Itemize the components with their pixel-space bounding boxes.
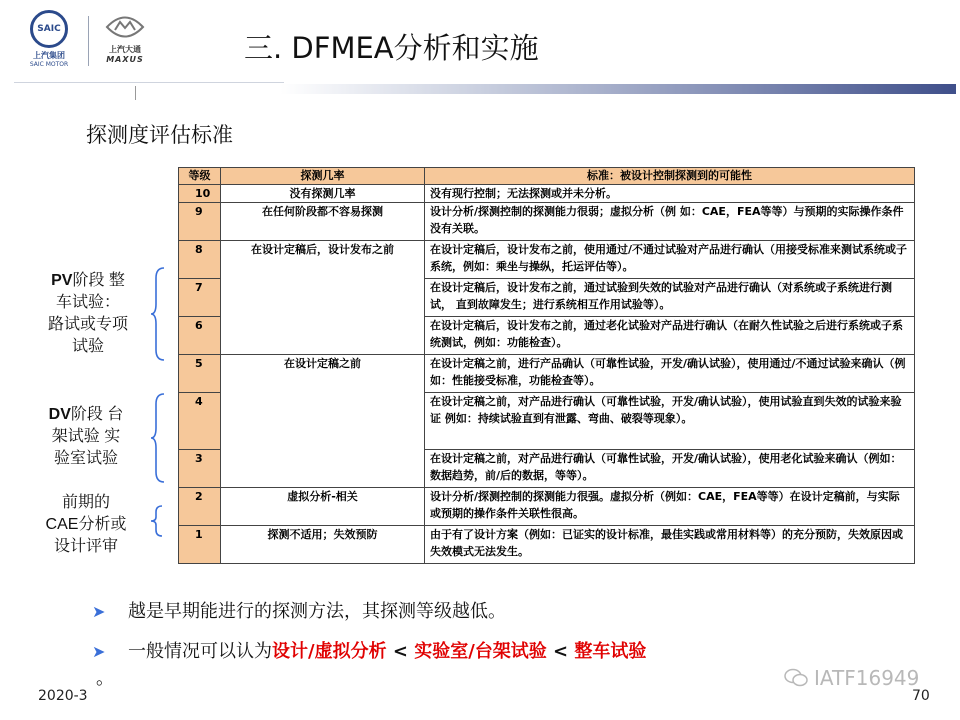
table-row xyxy=(179,203,915,241)
header-criteria: 标准：被设计控制探测到的可能性 xyxy=(425,168,915,185)
arrow-bullet-icon: ➤ xyxy=(92,642,106,661)
opportunity-cell: 探测不适用；失效预防 xyxy=(221,526,425,564)
bullet-2-design: 设计/虚拟分析 xyxy=(272,641,387,662)
bullet-2-tail: 。 xyxy=(96,668,114,689)
footer-date: 2020-3 xyxy=(38,688,88,704)
table-row xyxy=(179,526,915,564)
header-level: 等级 xyxy=(179,168,221,185)
bullet-1-text: 越是早期能进行的探测方法，其探测等级越低。 xyxy=(128,601,506,622)
opportunity-cell: 虚拟分析-相关 xyxy=(221,488,425,526)
arrow-bullet-icon: ➤ xyxy=(92,602,106,621)
criteria-cell: 在设计定稿之前，对产品进行确认（可靠性试验，开发/确认试验），使用老化试验来确认（例如：数据趋势，前/后的数据，等等）。 xyxy=(425,450,915,488)
table-row xyxy=(179,185,915,203)
saic-logo-cn: 上汽集团 xyxy=(33,51,65,60)
bullet-2-lt-2: < xyxy=(546,641,575,662)
bullet-1 xyxy=(92,597,506,623)
page-number: 70 xyxy=(912,688,930,704)
criteria-cell: 设计分析/探测控制的探测能力很弱；虚拟分析（例 如：CAE，FEA等等）与预期的实际操作条件没有关联。 xyxy=(425,203,915,241)
maxus-logo xyxy=(92,10,158,70)
header-rule xyxy=(14,82,284,83)
level-cell: 9 xyxy=(179,203,221,241)
pv-stage-label: PV阶段 整 车试验： 路试或专项 试验 xyxy=(47,272,128,355)
detection-rating-table xyxy=(178,167,915,564)
section-subtitle: 探测度评估标准 xyxy=(86,123,233,147)
pv-brace-icon xyxy=(150,266,166,362)
criteria-cell: 设计分析/探测控制的探测能力很强。虚拟分析（例如：CAE，FEA等等）在设计定稿前，与实际或预期的操作条件关联性很高。 xyxy=(425,488,915,526)
header-gradient-bar xyxy=(280,84,956,94)
saic-logo-en: SAIC MOTOR xyxy=(29,61,69,68)
bullet-2-prefix: 一般情况可以认为 xyxy=(128,641,272,662)
opportunity-cell: 没有探测几率 xyxy=(221,185,425,203)
opportunity-cell: 在任何阶段都不容易探测 xyxy=(221,203,425,241)
level-cell: 1 xyxy=(179,526,221,564)
criteria-cell: 在设计定稿之前，对产品进行确认（可靠性试验，开发/确认试验），使用试验直到失效的试验来验证 例如：持续试验直到有泄露、弯曲、破裂等现象）。 xyxy=(425,393,915,450)
opportunity-cell: 在设计定稿之前 xyxy=(221,355,425,488)
wechat-icon xyxy=(784,668,808,688)
table-row xyxy=(179,355,915,393)
criteria-cell: 在设计定稿后，设计发布之前，通过老化试验对产品进行确认（在耐久性试验之后进行系统或子系统测试，例如：功能检查）。 xyxy=(425,317,915,355)
bullet-2-lab: 实验室/台架试验 xyxy=(414,641,547,662)
cae-stage-label: 前期的 CAE分析或 设计评审 xyxy=(45,494,127,555)
logo-divider xyxy=(88,16,89,66)
header-opportunity: 探测几率 xyxy=(221,168,425,185)
cae-brace-icon xyxy=(150,504,164,538)
criteria-cell: 在设计定稿后，设计发布之前，通过试验到失效的试验对产品进行确认（对系统或子系统进行测试， 直到故障发生；进行系统相互作用试验等）。 xyxy=(425,279,915,317)
level-cell: 10 xyxy=(179,185,221,203)
header-tick xyxy=(135,86,136,100)
saic-emblem-icon: SAIC xyxy=(30,10,68,48)
level-cell: 7 xyxy=(179,279,221,317)
saic-logo xyxy=(14,10,84,70)
criteria-cell: 在设计定稿后，设计发布之前，使用通过/不通过试验对产品进行确认（用接受标准来测试系统或子系统，例如：乘坐与操纵，托运评估等）。 xyxy=(425,241,915,279)
bullet-2-vehicle: 整车试验 xyxy=(574,641,647,662)
maxus-logo-cn: 上汽大通 xyxy=(109,45,141,54)
dv-brace-icon xyxy=(150,392,166,484)
level-cell: 8 xyxy=(179,241,221,279)
criteria-cell: 没有现行控制；无法探测或并未分析。 xyxy=(425,185,915,203)
level-cell: 6 xyxy=(179,317,221,355)
criteria-cell: 在设计定稿之前，进行产品确认（可靠性试验，开发/确认试验），使用通过/不通过试验来确认（例如：性能接受标准，功能检查等）。 xyxy=(425,355,915,393)
table-row xyxy=(179,488,915,526)
level-cell: 4 xyxy=(179,393,221,450)
bullet-2 xyxy=(92,637,646,663)
level-cell: 3 xyxy=(179,450,221,488)
criteria-cell: 由于有了设计方案（例如：已证实的设计标准，最佳实践或常用材料等）的充分预防，失效原因或失效模式无法发生。 xyxy=(425,526,915,564)
level-cell: 2 xyxy=(179,488,221,526)
table-header-row xyxy=(179,168,915,185)
watermark-text: IATF16949 xyxy=(814,666,920,690)
page-title: 三. DFMEA分析和实施 xyxy=(244,31,539,65)
opportunity-cell: 在设计定稿后，设计发布之前 xyxy=(221,241,425,355)
level-cell: 5 xyxy=(179,355,221,393)
table-row xyxy=(179,241,915,279)
dv-stage-label: DV阶段 台 架试验 实 验室试验 xyxy=(48,406,124,467)
watermark xyxy=(784,666,919,690)
bullet-2-lt-1: < xyxy=(386,641,415,662)
maxus-emblem-icon xyxy=(105,14,145,40)
maxus-logo-en: MAXUS xyxy=(106,55,144,64)
